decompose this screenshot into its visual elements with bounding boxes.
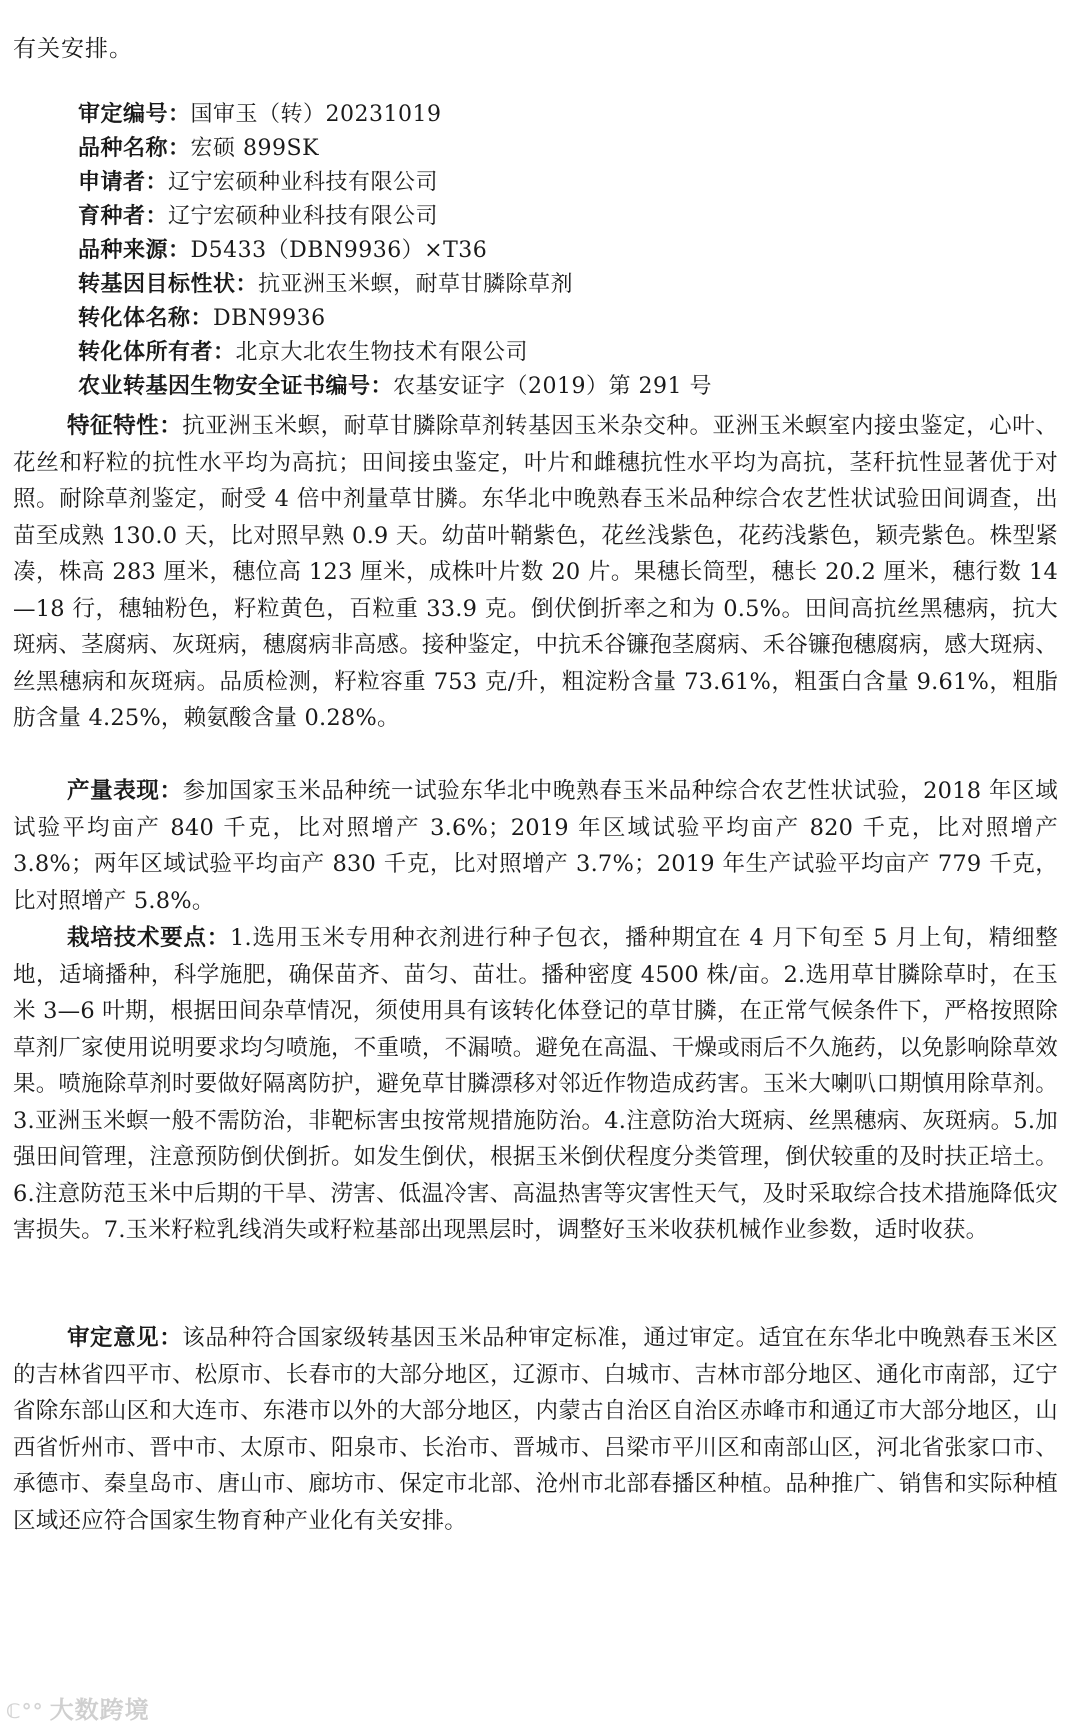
field-label: 转化体名称： bbox=[78, 306, 214, 331]
field-value: 辽宁宏硕种业科技有限公司 bbox=[168, 170, 439, 195]
field-value: 宏硕 899SK bbox=[190, 136, 320, 161]
field-value: 农基安证字（2019）第 291 号 bbox=[393, 374, 712, 399]
field-event-name bbox=[78, 302, 712, 336]
paragraph-text: 该品种符合国家级转基因玉米品种审定标准，通过审定。适宜在东华北中晚熟春玉米区的吉林省四平市、松原市、长春市的大部分地区，辽源市、白城市、吉林市部分地区、通化市南部，辽宁省除东部山区和大连市、东港市以外的大部分地区，内蒙古自治区自治区赤峰市和通辽市大部分地区，山西省忻州市、晋中市、太原市、阳泉市、长治市、晋城市、吕梁市平川区和南部山区，河北省张家口市、承德市、秦皇岛市、唐山市、廊坊市、保定市北部、沧州市北部春播区种植。品种推广、销售和实际种植区域还应符合国家生物育种产业化有关安排。 bbox=[13, 1325, 1058, 1534]
field-value: 国审玉（转）20231019 bbox=[190, 102, 442, 127]
watermark bbox=[6, 1690, 150, 1725]
field-biosafety-certificate bbox=[78, 370, 712, 404]
paragraph-approval-opinion bbox=[13, 1320, 1058, 1539]
field-label: 品种来源： bbox=[78, 238, 191, 263]
field-label: 审定编号： bbox=[78, 102, 191, 127]
field-breeder bbox=[78, 200, 712, 234]
paragraph-characteristics bbox=[13, 408, 1058, 737]
field-value: D5433（DBN9936）×T36 bbox=[190, 238, 488, 263]
paragraph-label: 产量表现： bbox=[67, 778, 183, 804]
paragraph-cultivation bbox=[13, 920, 1058, 1249]
field-label: 转化体所有者： bbox=[78, 340, 236, 365]
paragraph-label: 审定意见： bbox=[67, 1325, 183, 1351]
field-variety-name bbox=[78, 132, 712, 166]
watermark-logo-icon: ℂ°° bbox=[6, 1699, 44, 1723]
field-value: 北京大北农生物技术有限公司 bbox=[235, 340, 529, 365]
field-value: 抗亚洲玉米螟，耐草甘膦除草剂 bbox=[258, 272, 574, 297]
paragraph-text: 1.选用玉米专用种衣剂进行种子包衣，播种期宜在 4 月下旬至 5 月上旬，精细整地，适墒播种，科学施肥，确保苗齐、苗匀、苗壮。播种密度 4500 株/亩。2.选用草甘膦除草时，在玉米 3—6 叶期，根据田间杂草情况，须使用具有该转化体登记的草甘膦，在正常气候条件下，严格按照除草剂厂家使用说明要求均匀喷施，不重喷，不漏喷。避免在高温、干燥或雨后不久施药，以免影响除草效果。喷施除草剂时要做好隔离防护，避免草甘膦漂移对邻近作物造成药害。玉米大喇叭口期慎用除草剂。3.亚洲玉米螟一般不需防治，非靶标害虫按常规措施防治。4.注意防治大斑病、丝黑穗病、灰斑病。5.加强田间管理，注意预防倒伏倒折。如发生倒伏，根据玉米倒伏程度分类管理，倒伏较重的及时扶正培土。6.注意防范玉米中后期的干旱、涝害、低温冷害、高温热害等灾害性天气，及时采取综合技术措施降低灾害损失。7.玉米籽粒乳线消失或籽粒基部出现黑层时，调整好玉米收获机械作业参数，适时收获。 bbox=[13, 925, 1058, 1243]
field-transgenic-trait bbox=[78, 268, 712, 302]
field-approval-number bbox=[78, 98, 712, 132]
paragraph-text: 参加国家玉米品种统一试验东华北中晚熟春玉米品种综合农艺性状试验，2018 年区域试验平均亩产 840 千克，比对照增产 3.6%；2019 年区域试验平均亩产 820 千克，比对照增产 3.8%；两年区域试验平均亩产 830 千克，比对照增产 3.7%；2019 年生产试验平均亩产 779 千克，比对照增产 5.8%。 bbox=[13, 778, 1058, 914]
paragraph-label: 栽培技术要点： bbox=[67, 925, 231, 951]
watermark-text: 大数跨境 bbox=[49, 1696, 150, 1724]
field-applicant bbox=[78, 166, 712, 200]
paragraph-label: 特征特性： bbox=[67, 413, 183, 439]
field-variety-source bbox=[78, 234, 712, 268]
continuation-text: 有关安排。 bbox=[13, 36, 133, 62]
field-label: 育种者： bbox=[78, 204, 169, 229]
field-event-owner bbox=[78, 336, 712, 370]
field-label: 农业转基因生物安全证书编号： bbox=[78, 374, 394, 399]
field-label: 转基因目标性状： bbox=[78, 272, 259, 297]
paragraph-text: 抗亚洲玉米螟，耐草甘膦除草剂转基因玉米杂交种。亚洲玉米螟室内接虫鉴定，心叶、花丝和籽粒的抗性水平均为高抗；田间接虫鉴定，叶片和雌穗抗性水平均为高抗，茎秆抗性显著优于对照。耐除草剂鉴定，耐受 4 倍中剂量草甘膦。东华北中晚熟春玉米品种综合农艺性状试验田间调查，出苗至成熟 130.0 天，比对照早熟 0.9 天。幼苗叶鞘紫色，花丝浅紫色，花药浅紫色，颖壳紫色。株型紧凑，株高 283 厘米，穗位高 123 厘米，成株叶片数 20 片。果穗长筒型，穗长 20.2 厘米，穗行数 14—18 行，穗轴粉色，籽粒黄色，百粒重 33.9 克。倒伏倒折率之和为 0.5%。田间高抗丝黑穗病，抗大斑病、茎腐病、灰斑病，穗腐病非高感。接种鉴定，中抗禾谷镰孢茎腐病、禾谷镰孢穗腐病，感大斑病、丝黑穗病和灰斑病。品质检测，籽粒容重 753 克/升，粗淀粉含量 73.61%，粗蛋白含量 9.61%，粗脂肪含量 4.25%，赖氨酸含量 0.28%。 bbox=[13, 413, 1058, 731]
paragraph-yield bbox=[13, 773, 1058, 919]
field-label: 申请者： bbox=[78, 170, 169, 195]
field-value: DBN9936 bbox=[213, 306, 326, 331]
field-value: 辽宁宏硕种业科技有限公司 bbox=[168, 204, 439, 229]
variety-info-fields bbox=[78, 98, 712, 404]
field-label: 品种名称： bbox=[78, 136, 191, 161]
